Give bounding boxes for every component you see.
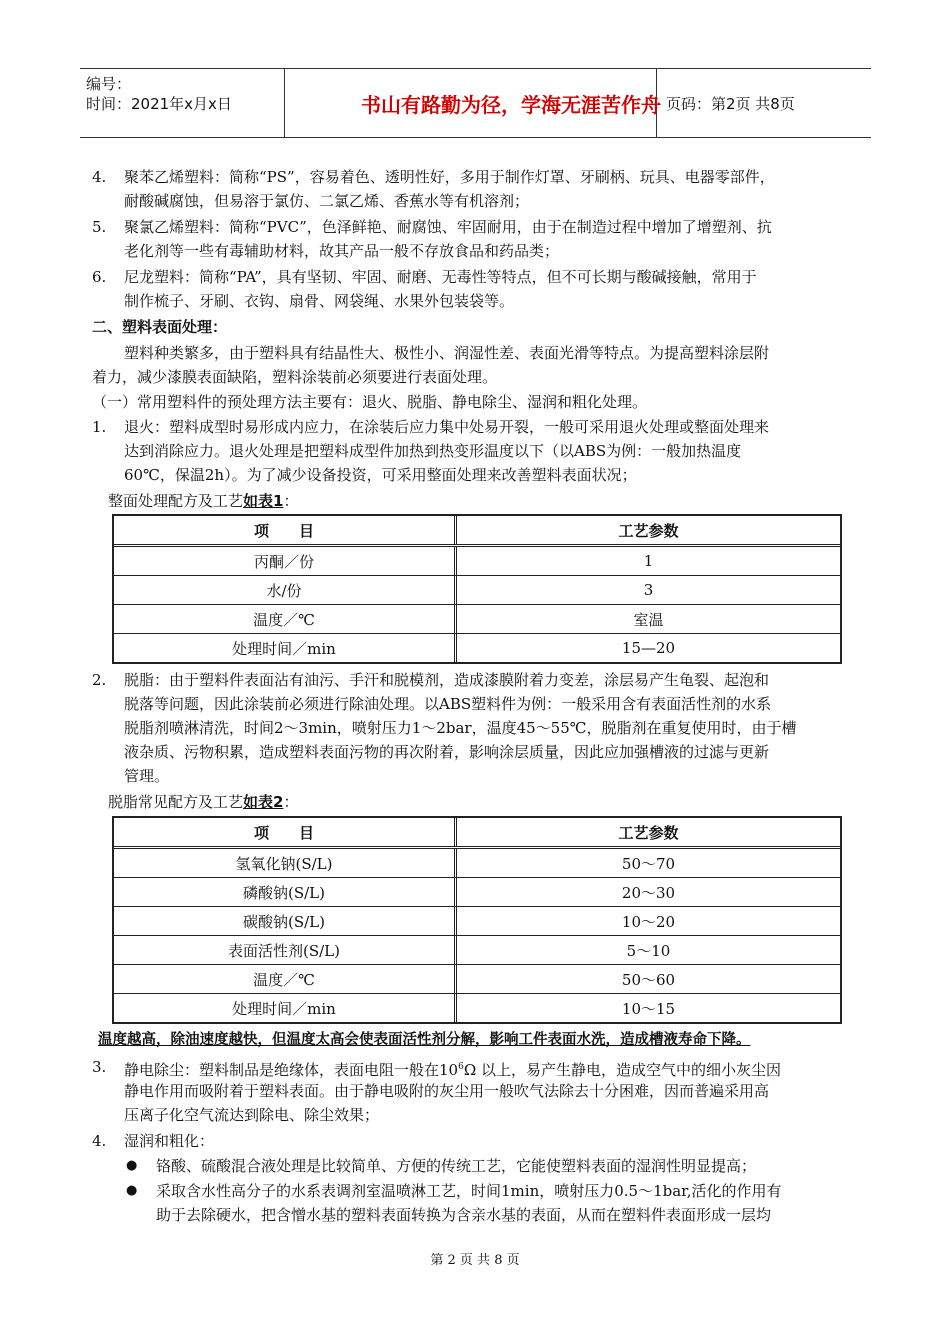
paragraph-line: 着力，减少漆膜表面缺陷，塑料涂装前必须要进行表面处理。 xyxy=(92,368,498,386)
paragraph-line: 脱脂：由于塑料件表面沾有油污、手汗和脱模剂，造成漆膜附着力变差，涂层易产生龟裂、起泡和 xyxy=(124,671,770,689)
table-cell: 10～15 xyxy=(621,999,676,1018)
header-divider xyxy=(284,69,285,137)
header-motto: 书山有路勤为径，学海无涯苦作舟 xyxy=(361,93,661,117)
warning-note: 温度越高，除油速度越快，但温度太高会使表面活性剂分解，影响工件表面水洗，造成槽液寿命下降。 xyxy=(98,1032,751,1048)
bullet-item: 采取含水性高分子的水系表调剂室温喷淋工艺，时间1min，喷射压力0.5～1bar,活化的作用有 xyxy=(156,1182,782,1200)
table-cell: 处理时间／min xyxy=(114,634,457,662)
text-segment: 静电除尘：塑料制品是绝缘体，表面电阻一般在10 xyxy=(124,1061,459,1079)
table1-caption xyxy=(108,491,298,511)
page-header xyxy=(80,68,871,138)
bullet-item: 铬酸、硫酸混合液处理是比较简单、方便的传统工艺，它能使塑料表面的湿润性明显提高； xyxy=(156,1157,757,1175)
section-heading: 二、塑料表面处理： xyxy=(92,318,228,336)
paragraph-line: 压离子化空气流达到除电、除尘效果； xyxy=(124,1106,380,1124)
table-cell: 丙酮／份 xyxy=(114,547,457,575)
list-number: 1. xyxy=(92,418,107,436)
table-cell: 表面活性剂(S/L) xyxy=(114,936,457,964)
bullet-item: 助于去除硬水，把含憎水基的塑料表面转换为含亲水基的表面，从而在塑料件表面形成一层均 xyxy=(156,1206,772,1224)
bullet-icon: ● xyxy=(126,1158,138,1173)
page-footer: 第 2 页 共 8 页 xyxy=(430,1253,520,1268)
table-row xyxy=(114,849,840,878)
table-cell: 10～20 xyxy=(621,912,676,931)
document-date: 时间：2021年x月x日 xyxy=(86,95,232,113)
table-row xyxy=(114,994,840,1022)
list-number: 3. xyxy=(92,1058,107,1076)
paragraph-line: 老化剂等一些有毒辅助材料，故其产品一般不存放食品和药品类； xyxy=(124,242,560,260)
table2-caption xyxy=(108,792,298,812)
table-cell: 碳酸钠(S/L) xyxy=(114,907,457,935)
text-segment: Ω 以上，易产生静电，造成空气中的细小灰尘因 xyxy=(463,1061,782,1079)
list-number: 6. xyxy=(92,268,107,286)
list-number: 4. xyxy=(92,168,107,186)
paragraph-line: 聚苯乙烯塑料：简称“PS”，容易着色、透明性好，多用于制作灯罩、牙刷柄、玩具、电器零部件， xyxy=(124,168,775,186)
paragraph-line xyxy=(124,1057,781,1080)
table-cell: 50～70 xyxy=(621,854,676,873)
paragraph-line: 制作梳子、牙刷、衣钩、扇骨、网袋绳、水果外包装袋等。 xyxy=(124,292,515,310)
table-header-row xyxy=(114,818,840,849)
caption-text: 整面处理配方及工艺 xyxy=(108,492,244,510)
table-cell: 20～30 xyxy=(621,883,676,902)
caption-colon: ： xyxy=(283,492,299,510)
list-number: 5. xyxy=(92,218,107,236)
table-row xyxy=(114,878,840,907)
table-cell: 处理时间／min xyxy=(114,994,457,1022)
table-header-cell: 工艺参数 xyxy=(618,823,679,842)
table-row xyxy=(114,936,840,965)
document-code: 编号： xyxy=(86,75,132,93)
list-number: 2. xyxy=(92,671,107,689)
table-row xyxy=(114,576,840,605)
table-1 xyxy=(112,514,842,664)
paragraph-line: 退火：塑料成型时易形成内应力，在涂装后应力集中处易开裂，一般可采用退火处理或整面处理来 xyxy=(124,418,770,436)
paragraph-line: 尼龙塑料：简称“PA”，具有坚韧、牢固、耐磨、无毒性等特点，但不可长期与酸碱接触，常用于 xyxy=(124,268,757,286)
paragraph-line: 聚氯乙烯塑料：简称“PVC”，色泽鲜艳、耐腐蚀、牢固耐用，由于在制造过程中增加了增塑剂、抗 xyxy=(124,218,772,236)
table-cell: 氢氧化钠(S/L) xyxy=(114,849,457,877)
table-cell: 温度／℃ xyxy=(114,605,457,633)
caption-text: 脱脂常见配方及工艺 xyxy=(108,793,244,811)
caption-table-ref: 如表1 xyxy=(243,492,284,510)
paragraph-line: 耐酸碱腐蚀，但易溶于氯仿、二氯乙烯、香蕉水等有机溶剂； xyxy=(124,192,530,210)
table-cell: 50～60 xyxy=(621,970,676,989)
table-header-row xyxy=(114,516,840,547)
table-cell: 水/份 xyxy=(114,576,457,604)
table-header-cell: 项 目 xyxy=(114,818,457,846)
caption-table-ref: 如表2 xyxy=(243,793,284,811)
table-row xyxy=(114,547,840,576)
paragraph-line: 湿润和粗化： xyxy=(124,1132,215,1150)
list-number: 4. xyxy=(92,1132,107,1150)
paragraph-line: 液杂质、污物积累，造成塑料表面污物的再次附着，影响涂层质量，因此应加强槽液的过滤与更新 xyxy=(124,743,770,761)
table-cell: 15—20 xyxy=(621,639,676,657)
bullet-icon: ● xyxy=(126,1183,138,1198)
table-header-cell: 工艺参数 xyxy=(618,521,679,540)
paragraph-line: 60℃，保温2h）。为了减少设备投资，可采用整面处理来改善塑料表面状况； xyxy=(124,466,637,484)
superscript: 6 xyxy=(458,1062,464,1072)
table-cell: 1 xyxy=(643,552,654,570)
paragraph-line: 管理。 xyxy=(124,767,170,785)
paragraph-line: 脱脂剂喷淋清洗，时间2～3min，喷射压力1～2bar，温度45～55℃，脱脂剂在重复使用时，由于槽 xyxy=(124,719,797,737)
table-row xyxy=(114,634,840,662)
paragraph-line: 脱落等问题，因此涂装前必须进行除油处理。以ABS塑料件为例：一般采用含有表面活性剂的水系 xyxy=(124,695,772,713)
table-cell: 磷酸钠(S/L) xyxy=(114,878,457,906)
caption-colon: ： xyxy=(283,793,299,811)
table-row xyxy=(114,907,840,936)
table-2 xyxy=(112,816,842,1024)
subsection-heading: （一）常用塑料件的预处理方法主要有：退火、脱脂、静电除尘、湿润和粗化处理。 xyxy=(92,393,648,411)
paragraph-line: 塑料种类繁多，由于塑料具有结晶性大、极性小、润湿性差、表面光滑等特点。为提高塑料涂层附 xyxy=(124,344,770,362)
header-page-number: 页码：第2页 共8页 xyxy=(666,95,795,113)
table-cell: 5～10 xyxy=(626,941,671,960)
paragraph-line: 达到消除应力。退火处理是把塑料成型件加热到热变形温度以下（以ABS为例：一般加热温度 xyxy=(124,442,742,460)
table-row xyxy=(114,965,840,994)
paragraph-line: 静电作用而吸附着于塑料表面。由于静电吸附的灰尘用一般吹气法除去十分困难，因而普遍采用高 xyxy=(124,1082,770,1100)
table-cell: 温度／℃ xyxy=(114,965,457,993)
table-cell: 室温 xyxy=(633,610,664,629)
table-row xyxy=(114,605,840,634)
table-cell: 3 xyxy=(643,581,654,599)
table-header-cell: 项 目 xyxy=(114,516,457,544)
